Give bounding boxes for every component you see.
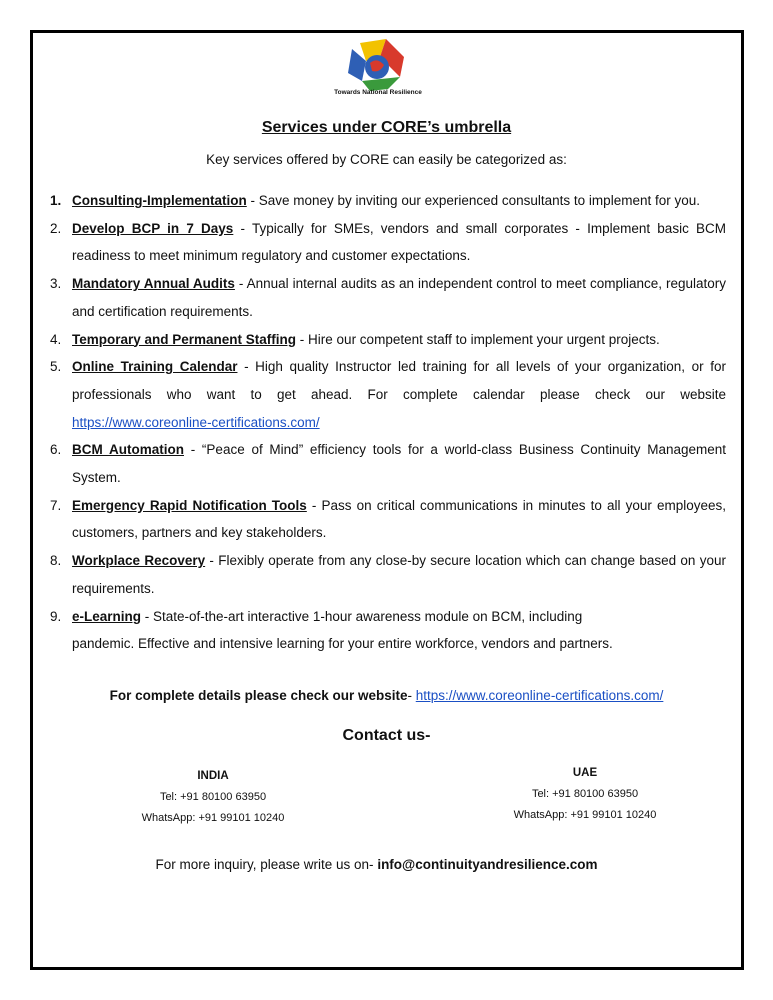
list-item: [50, 353, 726, 436]
list-item: [50, 187, 726, 215]
service-term: Emergency Rapid Notification Tools: [72, 497, 307, 513]
item-number: 2.: [50, 220, 62, 236]
contact-email[interactable]: info@continuityandresilience.com: [377, 857, 598, 872]
office-uae: [492, 763, 678, 826]
office-whatsapp: WhatsApp: +91 99101 10240: [141, 812, 285, 824]
contact-heading: Contact us-: [342, 727, 431, 744]
service-desc: - Hire our competent staff to implement your urgent projects.: [296, 331, 660, 347]
service-desc: - High quality Instructor led training for all levels of your organization, or for professionals who want to get ahead. For complete calendar please check our website: [72, 359, 726, 402]
logo-blue-arrow: [348, 49, 366, 81]
service-term: Online Training Calendar: [72, 359, 238, 375]
service-desc: - Annual internal audits as an independent control to meet compliance, regulatory and certification requirements.: [72, 276, 726, 319]
service-desc: - Save money by inviting our experienced consultants to implement for you.: [246, 193, 700, 208]
services-list: [50, 187, 726, 658]
service-term: Temporary and Permanent Staffing: [72, 331, 297, 347]
service-desc: - Flexibly operate from any close-by secure location which can change based on your requirements.: [72, 553, 726, 596]
item-number: 7.: [50, 497, 62, 513]
item-number: 3.: [50, 276, 62, 292]
list-item: [50, 492, 726, 547]
page-subtitle: Key services offered by CORE can easily be categorized as:: [206, 152, 567, 167]
details-sep: -: [407, 688, 416, 703]
page-title: Services under CORE’s umbrella: [261, 119, 512, 136]
inquiry-line: [0, 857, 753, 872]
service-desc: - Pass on critical communications in minutes to all your employees, customers, partners and key stakeholders.: [72, 497, 726, 541]
service-term: e-Learning: [72, 608, 142, 624]
details-lead: For complete details please check our website: [109, 688, 408, 703]
office-tel: Tel: +91 80100 63950: [531, 788, 639, 800]
website-link[interactable]: https://www.coreonline-certifications.com/: [415, 688, 664, 703]
service-desc-cont: pandemic. Effective and intensive learning for your entire workforce, vendors and partners.: [72, 636, 613, 652]
logo-caption: Towards National Resilience: [334, 89, 422, 96]
office-whatsapp: WhatsApp: +91 99101 10240: [513, 809, 657, 821]
office-name: INDIA: [197, 770, 229, 782]
item-number: 5.: [50, 359, 62, 375]
training-calendar-link[interactable]: https://www.coreonline-certifications.com/: [72, 414, 320, 430]
list-item: [50, 270, 726, 325]
list-item: [50, 547, 726, 602]
item-number: 9.: [50, 608, 62, 624]
service-term: Develop BCP in 7 Days: [72, 220, 234, 236]
list-item: [50, 603, 726, 658]
details-line: [0, 688, 773, 703]
item-number: 8.: [50, 553, 62, 569]
service-desc: - “Peace of Mind” efficiency tools for a world-class Business Continuity Management System.: [72, 442, 726, 486]
service-desc: - State-of-the-art interactive 1-hour awareness module on BCM, including: [141, 608, 583, 624]
list-item: [50, 436, 726, 491]
item-number: 1.: [50, 193, 62, 208]
item-number: 4.: [50, 331, 62, 347]
list-item: [50, 326, 726, 354]
item-number: 6.: [50, 442, 62, 458]
service-term: Mandatory Annual Audits: [72, 276, 235, 292]
inquiry-lead: For more inquiry, please write us on-: [155, 857, 378, 872]
office-india: [120, 766, 306, 829]
office-name: UAE: [572, 767, 598, 779]
service-term: BCM Automation: [72, 442, 184, 458]
service-term: Consulting-Implementation: [72, 193, 247, 208]
list-item: [50, 215, 726, 270]
service-term: Workplace Recovery: [72, 553, 206, 569]
service-desc: - Typically for SMEs, vendors and small corporates - Implement basic BCM readiness to meet minimum regulatory and customer expectations.: [72, 220, 727, 264]
office-tel: Tel: +91 80100 63950: [159, 791, 267, 803]
